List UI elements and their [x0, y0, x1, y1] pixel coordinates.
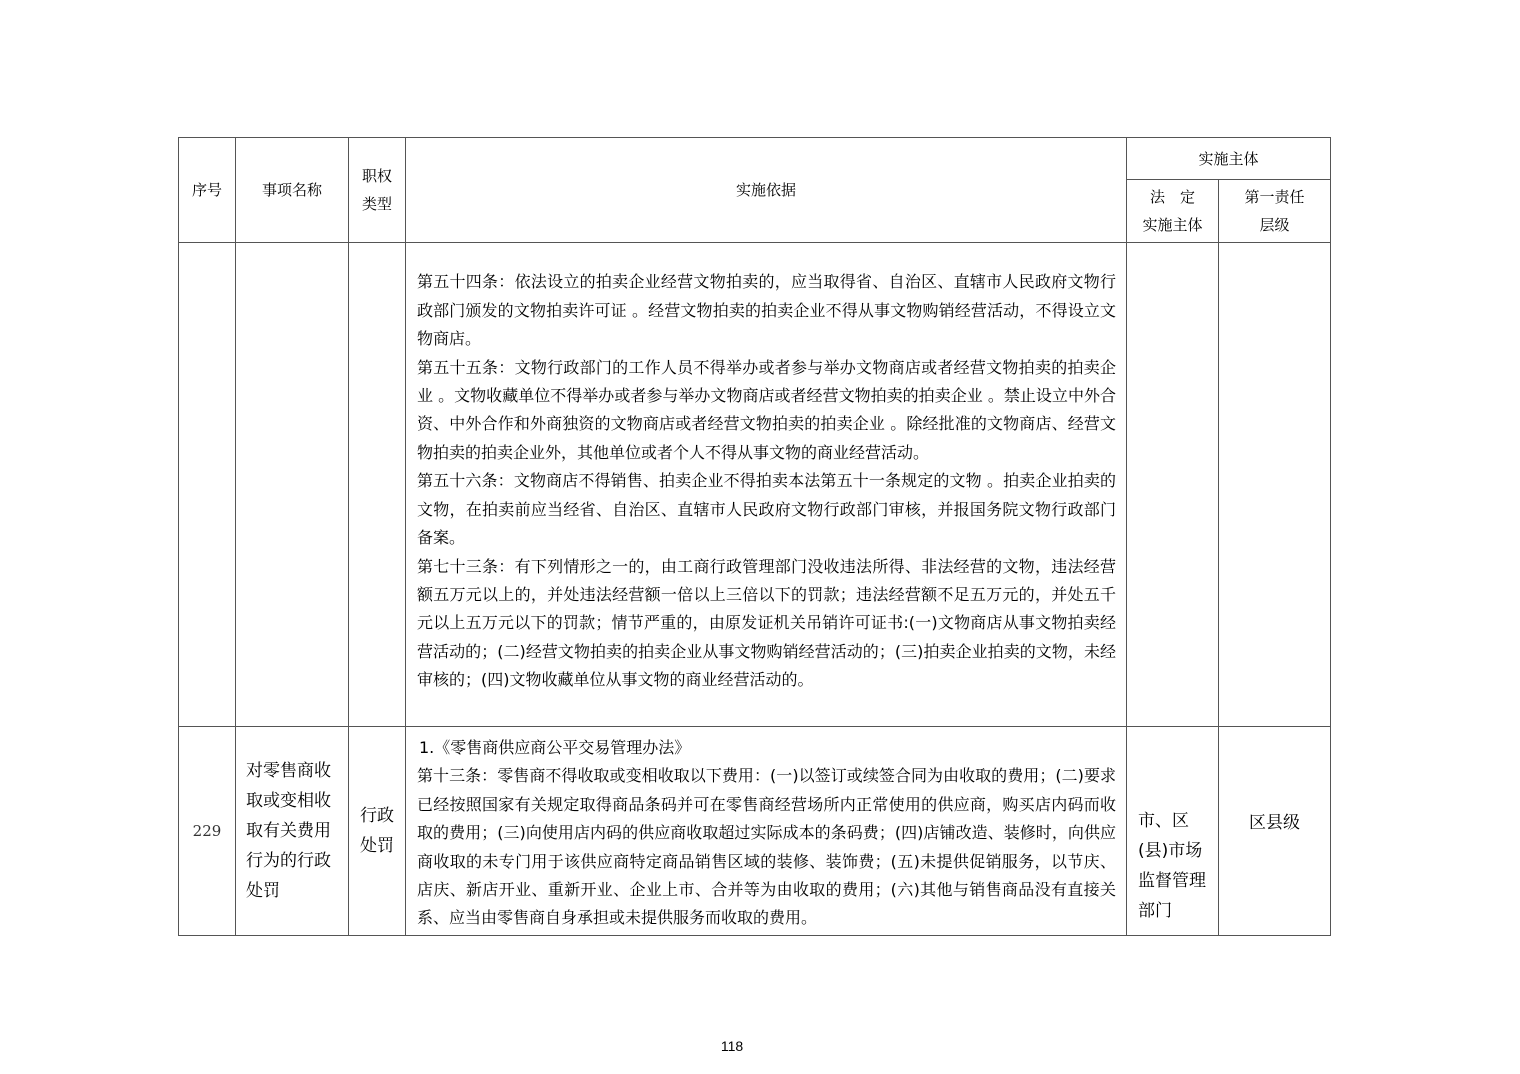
table-row — [179, 727, 1331, 936]
cell-name-empty — [236, 243, 349, 727]
cell-basis-continued — [406, 243, 1127, 727]
header-responsibility-level-label: 第一责任 层级 — [1244, 188, 1305, 234]
header-basis: 实施依据 — [406, 138, 1127, 243]
authority-table — [178, 137, 1331, 936]
cell-item-name: 对零售商收取或变相收取有关费用行为的行政处罚 — [236, 727, 349, 936]
cell-subject-empty — [1127, 243, 1219, 727]
power-type-label: 行政 处罚 — [360, 806, 394, 856]
basis-article-73: 第七十三条：有下列情形之一的，由工商行政管理部门没收违法所得、非法经营的文物，违法经营额五万元以上的，并处违法经营额一倍以上三倍以下的罚款；违法经营额不足五万元的，并处五千元以上五万元以下的罚款；情节严重的，由原发证机关吊销许可证书:(一)文物商店从事文物拍卖经营活动的；(二)经营文物拍卖的拍卖企业从事文物购销经营活动的；(三)拍卖企业拍卖的文物，未经审核的；(四)文物收藏单位从事文物的商业经营活动的。 — [417, 556, 1116, 690]
header-legal-subject-label: 法 定 实施主体 — [1142, 188, 1203, 234]
cell-seq: 229 — [179, 727, 236, 936]
basis-article-54: 第五十四条：依法设立的拍卖企业经营文物拍卖的，应当取得省、自治区、直辖市人民政府文物行政部门颁发的文物拍卖许可证 。经营文物拍卖的拍卖企业不得从事文物购销经营活动，不得设立文物商店。 — [417, 272, 1116, 349]
table-row-continued — [179, 243, 1331, 727]
header-responsibility-level — [1219, 180, 1331, 243]
cell-power-type — [349, 727, 406, 936]
cell-level-empty — [1219, 243, 1331, 727]
basis-article-55: 第五十五条：文物行政部门的工作人员不得举办或者参与举办文物商店或者经营文物拍卖的拍卖企业 。文物收藏单位不得举办或者参与举办文物商店或者经营文物拍卖的拍卖企业 。禁止设立中外合资、中外合作和外商独资的文物商店或者经营文物拍卖的拍卖企业 。除经批准的文物商店、经营文物拍卖的拍卖企业外，其他单位或者个人不得从事文物的商业经营活动。 — [417, 357, 1116, 462]
header-item-name: 事项名称 — [236, 138, 349, 243]
header-power-type — [349, 138, 406, 243]
cell-basis — [406, 727, 1127, 936]
cell-type-empty — [349, 243, 406, 727]
basis-law-title: 1.《零售商供应商公平交易管理办法》 — [419, 738, 691, 757]
cell-legal-subject: 市、区(县)市场监督管理部门 — [1127, 727, 1219, 936]
basis-article-56: 第五十六条：文物商店不得销售、拍卖企业不得拍卖本法第五十一条规定的文物 。拍卖企业拍卖的文物，在拍卖前应当经省、自治区、直辖市人民政府文物行政部门审核，并报国务院文物行政部门备案。 — [417, 471, 1116, 548]
header-subject-group: 实施主体 — [1127, 138, 1331, 180]
header-power-type-label: 职权 类型 — [361, 167, 392, 213]
basis-article-13: 第十三条：零售商不得收取或变相收取以下费用：(一)以签订或续签合同为由收取的费用；(二)要求已经按照国家有关规定取得商品条码并可在零售商经营场所内正常使用的供应商，购买店内码而收取的费用；(三)向使用店内码的供应商收取超过实际成本的条码费；(四)店铺改造、装修时，向供应商收取的未专门用于该供应商特定商品销售区域的装修、装饰费；(五)未提供促销服务，以节庆、店庆、新店开业、重新开业、企业上市、合并等为由收取的费用；(六)其他与销售商品没有直接关系、应当由零售商自身承担或未提供服务而收取的费用。 — [417, 766, 1116, 928]
cell-responsibility-level: 区县级 — [1219, 727, 1331, 936]
header-seq: 序号 — [179, 138, 236, 243]
cell-seq-empty — [179, 243, 236, 727]
page-number: 118 — [720, 1038, 744, 1054]
header-legal-subject — [1127, 180, 1219, 243]
